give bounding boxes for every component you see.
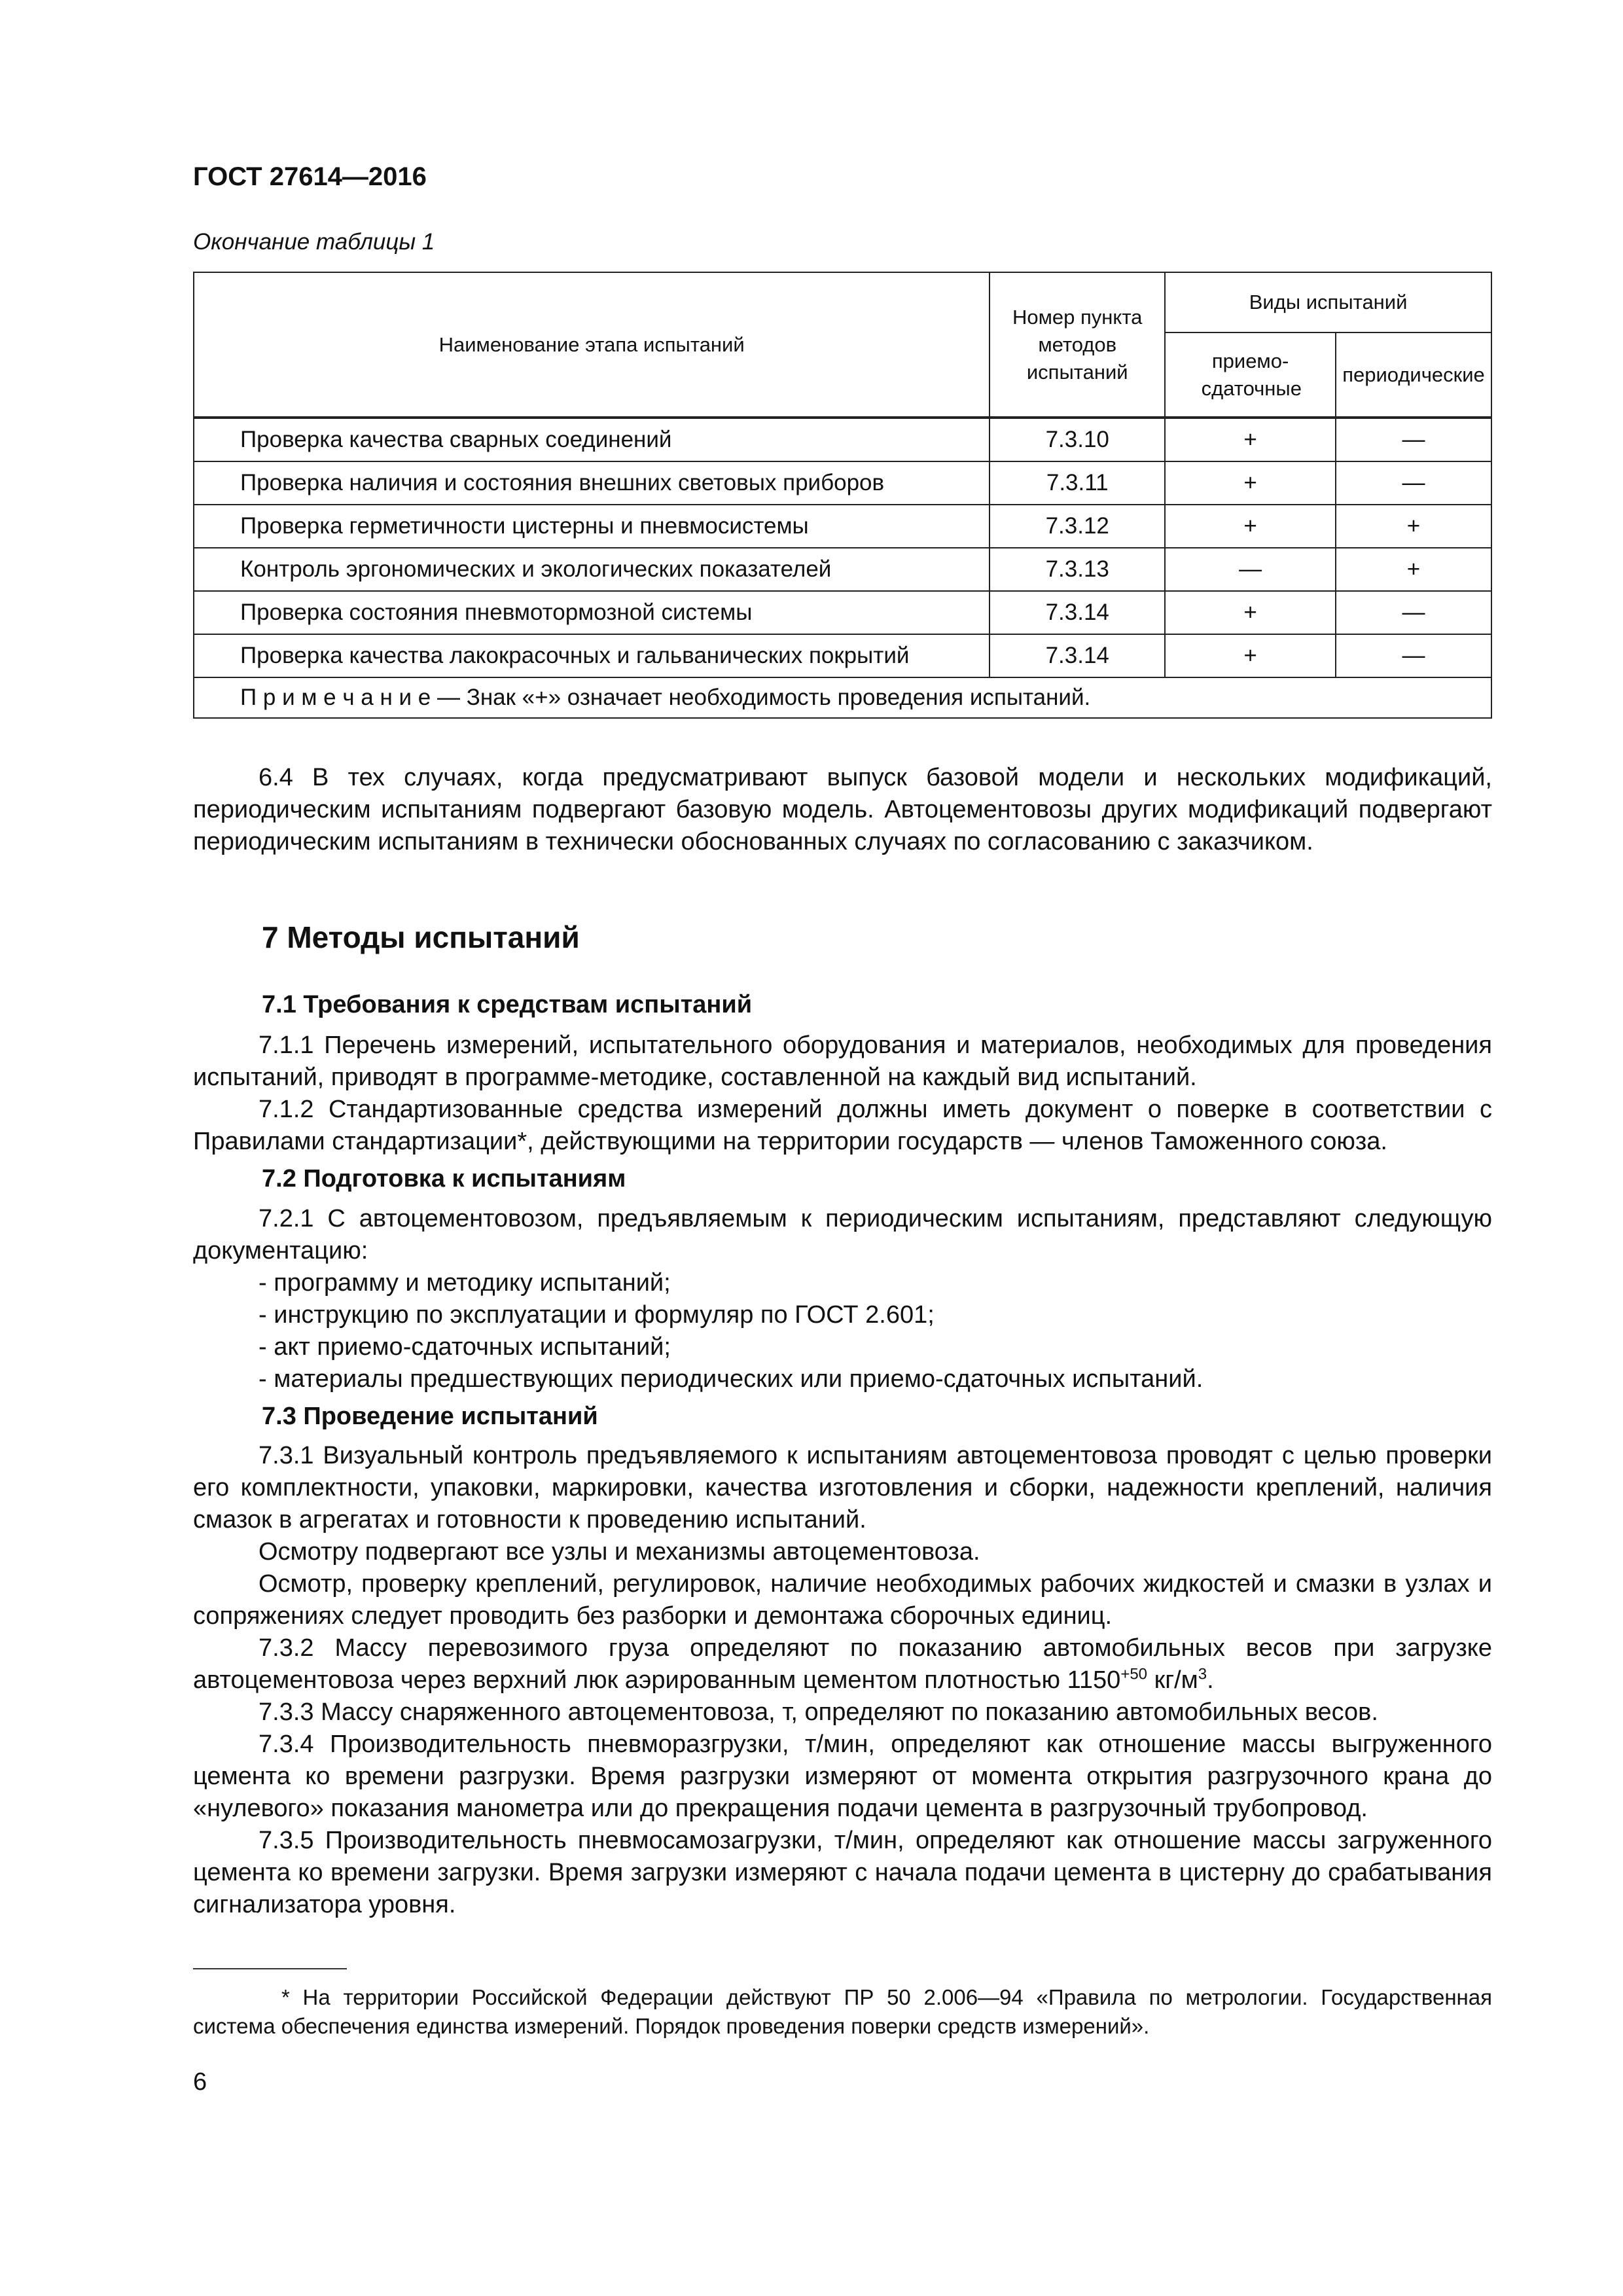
section-7-1-body	[193, 1030, 1492, 1158]
table-row	[194, 461, 1491, 505]
cell-acceptance: —	[1165, 548, 1336, 591]
cell-stage: Проверка состояния пневмотормозной системы	[194, 591, 990, 634]
section-7-2-body	[193, 1203, 1492, 1395]
subsection-7-3-title: 7.3 Проведение испытаний	[262, 1403, 598, 1430]
cell-clause: 7.3.12	[990, 505, 1165, 548]
paragraph-7-3-4: 7.3.4 Производительность пневморазгрузки, т/мин, определяют как отношение массы выгруженного цемента ко времени разгрузки. Время разгрузки измеряют от момента открытия разгрузочного крана до «нулевого» показания манометра или до прекращения подачи цемента в разгрузочный трубопровод.	[193, 1731, 1492, 1822]
header-acceptance: приемо-сдаточные	[1165, 332, 1336, 418]
cell-acceptance: +	[1165, 634, 1336, 677]
cell-clause: 7.3.10	[990, 418, 1165, 461]
cell-clause: 7.3.14	[990, 634, 1165, 677]
paragraph-7-2-1: 7.2.1 С автоцементовозом, предъявляемым к периодическим испытаниям, представляют следующую документацию:	[193, 1205, 1492, 1265]
cell-acceptance: +	[1165, 461, 1336, 505]
cell-stage: Проверка герметичности цистерны и пневмосистемы	[194, 505, 990, 548]
cell-periodic: —	[1336, 418, 1491, 461]
cell-periodic: —	[1336, 461, 1491, 505]
table-row	[194, 505, 1491, 548]
header-periodic: периодические	[1336, 332, 1491, 418]
paragraph-7-3-3: 7.3.3 Массу снаряженного автоцементовоза, т, определяют по показанию автомобильных весов.	[259, 1698, 1378, 1726]
cell-stage: Проверка качества лакокрасочных и гальванических покрытий	[194, 634, 990, 677]
section-7-title: 7 Методы испытаний	[262, 920, 580, 954]
table-row	[194, 548, 1491, 591]
list-item: - материалы предшествующих периодических или приемо-сдаточных испытаний.	[259, 1365, 1204, 1393]
cell-acceptance: +	[1165, 591, 1336, 634]
list-item: - программу и методику испытаний;	[259, 1269, 671, 1297]
cell-clause: 7.3.14	[990, 591, 1165, 634]
table-note-row	[194, 677, 1491, 718]
page-number: 6	[193, 2068, 207, 2096]
table-row	[194, 418, 1491, 461]
table-caption: Окончание таблицы 1	[193, 229, 435, 255]
paragraph-7-3-1-c: Осмотр, проверку креплений, регулировок, наличие необходимых рабочих жидкостей и смазки в узлах и сопряжениях следует проводить без разборки и демонтажа сборочных единиц.	[193, 1570, 1492, 1630]
table-note: П р и м е ч а н и е — Знак «+» означает необходимость проведения испытаний.	[194, 677, 1491, 718]
list-item: - акт приемо-сдаточных испытаний;	[259, 1333, 671, 1361]
paragraph-6-4: 6.4 В тех случаях, когда предусматривают выпуск базовой модели и нескольких модификаций, периодическим испытаниям подвергают базовую модель. Автоцементовозы других модификаций подвергают периодическим испытаниям в технически обоснованных случаях по согласованию с заказчиком.	[193, 764, 1492, 855]
section-7-3-body	[193, 1440, 1492, 1921]
cell-acceptance: +	[1165, 418, 1336, 461]
subsection-7-1-title: 7.1 Требования к средствам испытаний	[262, 991, 753, 1018]
document-header: ГОСТ 27614—2016	[193, 162, 427, 191]
footnote-divider	[193, 1968, 347, 1969]
paragraph-7-1-1: 7.1.1 Перечень измерений, испытательного оборудования и материалов, необходимых для проведения испытаний, приводят в программе-методике, составленной на каждый вид испытаний.	[193, 1031, 1492, 1091]
subsection-7-2-title: 7.2 Подготовка к испытаниям	[262, 1165, 626, 1193]
footnote: * На территории Российской Федерации действуют ПР 50 2.006—94 «Правила по метрологии. Государственная система обеспечения единства измерений. Порядок проведения поверки средств измерений».	[193, 1985, 1492, 2038]
cell-periodic: —	[1336, 634, 1491, 677]
paragraph-7-3-1-b: Осмотру подвергают все узлы и механизмы автоцементовоза.	[259, 1538, 980, 1566]
header-clause: Номер пункта методов испытаний	[990, 272, 1165, 418]
cell-clause: 7.3.13	[990, 548, 1165, 591]
paragraph-7-3-2: 7.3.2 Массу перевозимого груза определяют по показанию автомобильных весов при загрузке автоцементовоза через верхний люк аэрированным цементом плотностью $1150^{+50}$ $кг/м^3$.	[193, 1634, 1492, 1694]
paragraph-7-3-1: 7.3.1 Визуальный контроль предъявляемого к испытаниям автоцементовоза проводят с целью проверки его комплектности, упаковки, маркировки, качества изготовления и сборки, надежности креплений, наличия смазок в агрегатах и готовности к проведению испытаний.	[193, 1442, 1492, 1534]
header-test-types: Виды испытаний	[1165, 272, 1491, 332]
tests-table	[193, 272, 1492, 719]
paragraph-7-1-2: 7.1.2 Стандартизованные средства измерений должны иметь документ о поверке в соответствии с Правилами стандартизации*, действующими на территории государств — членов Таможенного союза.	[193, 1096, 1492, 1155]
list-item: - инструкцию по эксплуатации и формуляр по ГОСТ 2.601;	[259, 1301, 935, 1329]
table-row	[194, 591, 1491, 634]
table-row	[194, 634, 1491, 677]
cell-clause: 7.3.11	[990, 461, 1165, 505]
paragraph-7-3-5: 7.3.5 Производительность пневмосамозагрузки, т/мин, определяют как отношение массы загруженного цемента ко времени загрузки. Время загрузки измеряют с начала подачи цемента в цистерну до срабатывания сигнализатора уровня.	[193, 1827, 1492, 1918]
section-6-4	[193, 762, 1492, 858]
cell-stage: Проверка наличия и состояния внешних световых приборов	[194, 461, 990, 505]
cell-stage: Проверка качества сварных соединений	[194, 418, 990, 461]
cell-periodic: +	[1336, 505, 1491, 548]
cell-periodic: —	[1336, 591, 1491, 634]
cell-acceptance: +	[1165, 505, 1336, 548]
cell-stage: Контроль эргономических и экологических показателей	[194, 548, 990, 591]
header-stage: Наименование этапа испытаний	[194, 272, 990, 418]
cell-periodic: +	[1336, 548, 1491, 591]
